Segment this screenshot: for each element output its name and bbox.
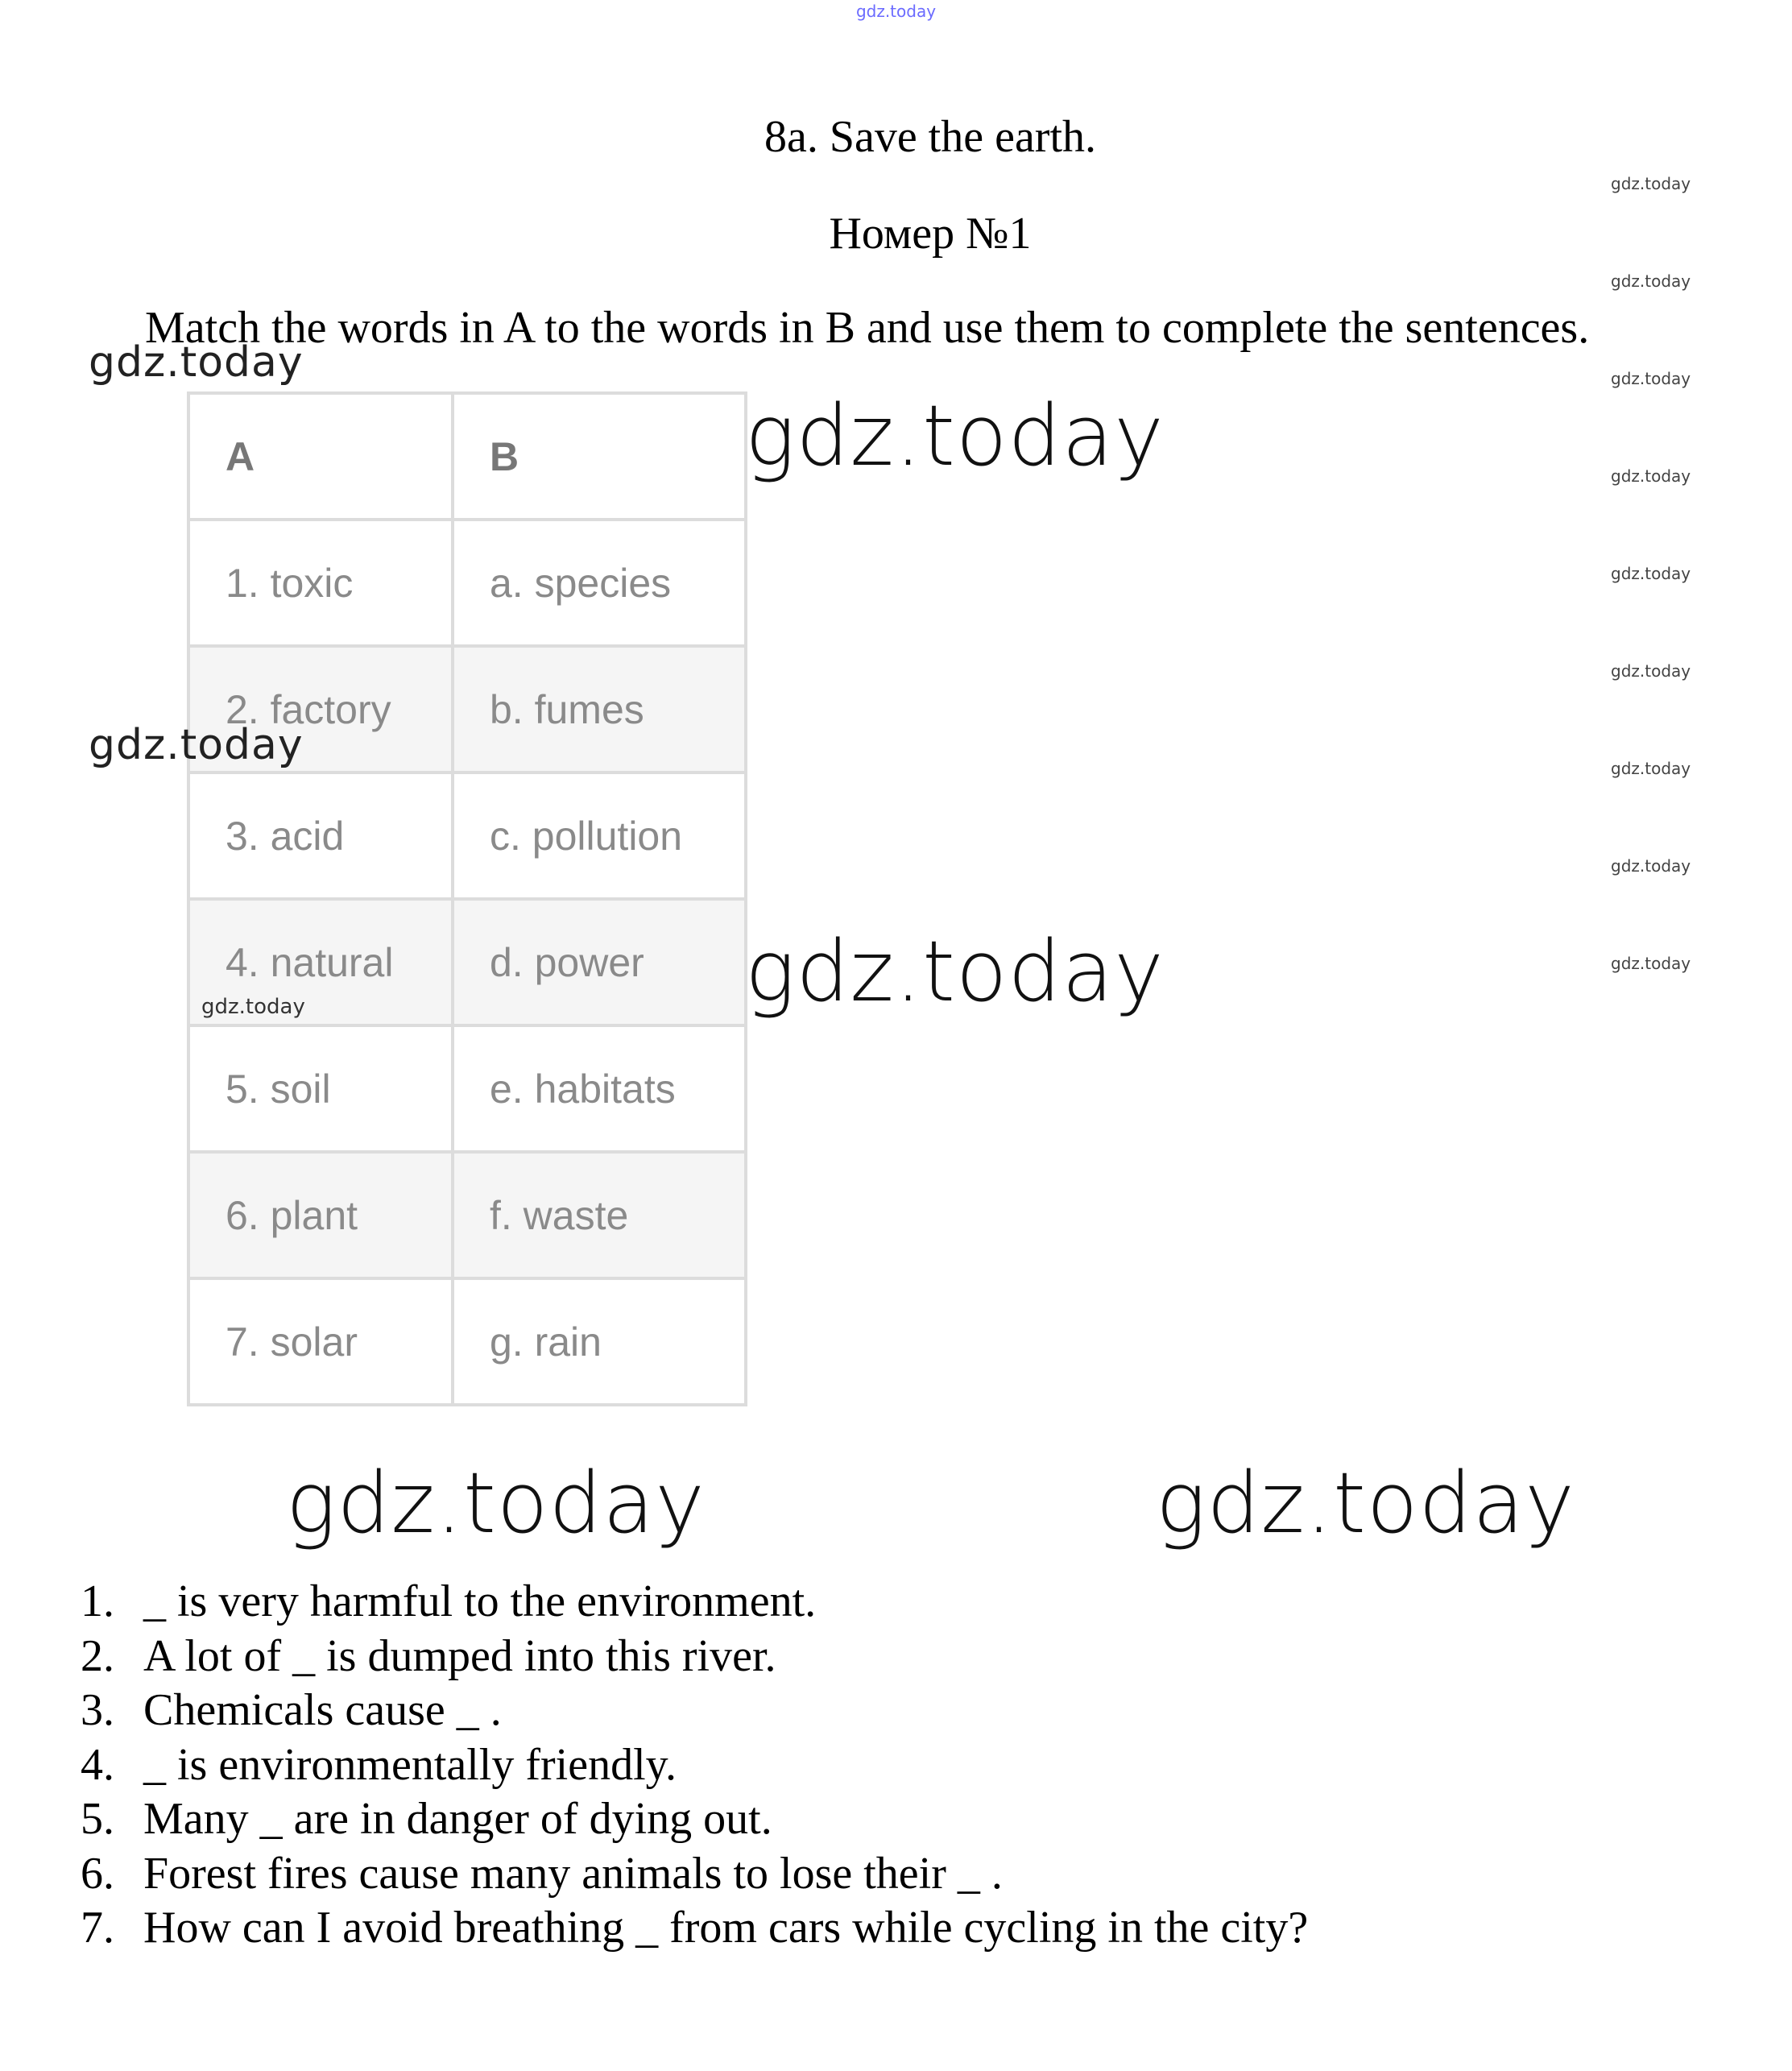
sentence-text: _ is very harmful to the environment. <box>143 1576 817 1626</box>
word-a: 6. plant <box>188 1152 453 1278</box>
watermark-small: gdz.today <box>1611 271 1691 291</box>
word-b: f. waste <box>453 1152 746 1278</box>
sentence-text: Many _ are in danger of dying out. <box>143 1794 772 1844</box>
watermark-large: gdz.today <box>1156 1454 1575 1552</box>
word-b: g. rain <box>453 1278 746 1405</box>
item-number: 7. <box>81 1903 114 1953</box>
word-a: 2. factory <box>188 646 453 772</box>
watermark-medium: gdz.today <box>89 338 304 387</box>
item-number: 1. <box>81 1576 114 1626</box>
sentence-text: Forest fires cause many animals to lose their _ . <box>143 1848 1003 1899</box>
table-header-row <box>188 393 746 520</box>
watermark-medium: gdz.today <box>89 721 304 769</box>
sentence-text: _ is environmentally friendly. <box>143 1739 677 1790</box>
watermark-small: gdz.today <box>1611 759 1691 778</box>
watermark-small: gdz.today <box>1611 466 1691 486</box>
list-item <box>81 1684 1308 1738</box>
word-a: 4. natural <box>188 899 453 1025</box>
table-row <box>188 520 746 646</box>
watermark-small: gdz.today <box>1611 661 1691 681</box>
column-header-a: A <box>188 393 453 520</box>
word-b: d. power <box>453 899 746 1025</box>
item-number: 5. <box>81 1794 114 1844</box>
watermark-small: gdz.today <box>1611 856 1691 876</box>
word-b: c. pollution <box>453 772 746 899</box>
list-item <box>81 1901 1308 1956</box>
item-number: 2. <box>81 1630 114 1681</box>
word-a: 3. acid <box>188 772 453 899</box>
watermark-small: gdz.today <box>1611 369 1691 388</box>
task-number: Номер №1 <box>829 209 1032 259</box>
column-header-b: B <box>453 393 746 520</box>
table-row <box>188 772 746 899</box>
list-item <box>81 1575 1308 1630</box>
watermark-large: gdz.today <box>745 387 1165 485</box>
word-b: e. habitats <box>453 1025 746 1152</box>
word-a: 7. solar <box>188 1278 453 1405</box>
list-item <box>81 1738 1308 1793</box>
watermark-large: gdz.today <box>286 1454 706 1552</box>
list-item <box>81 1630 1308 1684</box>
table-row <box>188 1152 746 1278</box>
header-watermark: gdz.today <box>855 2 937 21</box>
sentence-text: Chemicals cause _ . <box>143 1685 502 1735</box>
table-row <box>188 1025 746 1152</box>
item-number: 4. <box>81 1739 114 1790</box>
item-number: 6. <box>81 1848 114 1899</box>
item-number: 3. <box>81 1685 114 1735</box>
sentence-list <box>81 1575 1308 1956</box>
word-b: b. fumes <box>453 646 746 772</box>
watermark-small: gdz.today <box>1611 564 1691 583</box>
watermark-small: gdz.today <box>1611 954 1691 973</box>
table-row <box>188 1278 746 1405</box>
word-a: 1. toxic <box>188 520 453 646</box>
sentence-text: A lot of _ is dumped into this river. <box>143 1630 776 1681</box>
matching-table <box>187 391 747 1406</box>
list-item <box>81 1792 1308 1847</box>
page-title: 8a. Save the earth. <box>764 112 1097 162</box>
list-item <box>81 1847 1308 1902</box>
word-b: a. species <box>453 520 746 646</box>
watermark-small: gdz.today <box>1611 174 1691 193</box>
watermark-large: gdz.today <box>745 922 1165 1021</box>
word-a: 5. soil <box>188 1025 453 1152</box>
instruction-text: Match the words in A to the words in B and use them to complete the sentences. <box>145 303 1590 353</box>
watermark-tiny: gdz.today <box>201 995 305 1019</box>
sentence-text: How can I avoid breathing _ from cars while cycling in the city? <box>143 1903 1309 1953</box>
